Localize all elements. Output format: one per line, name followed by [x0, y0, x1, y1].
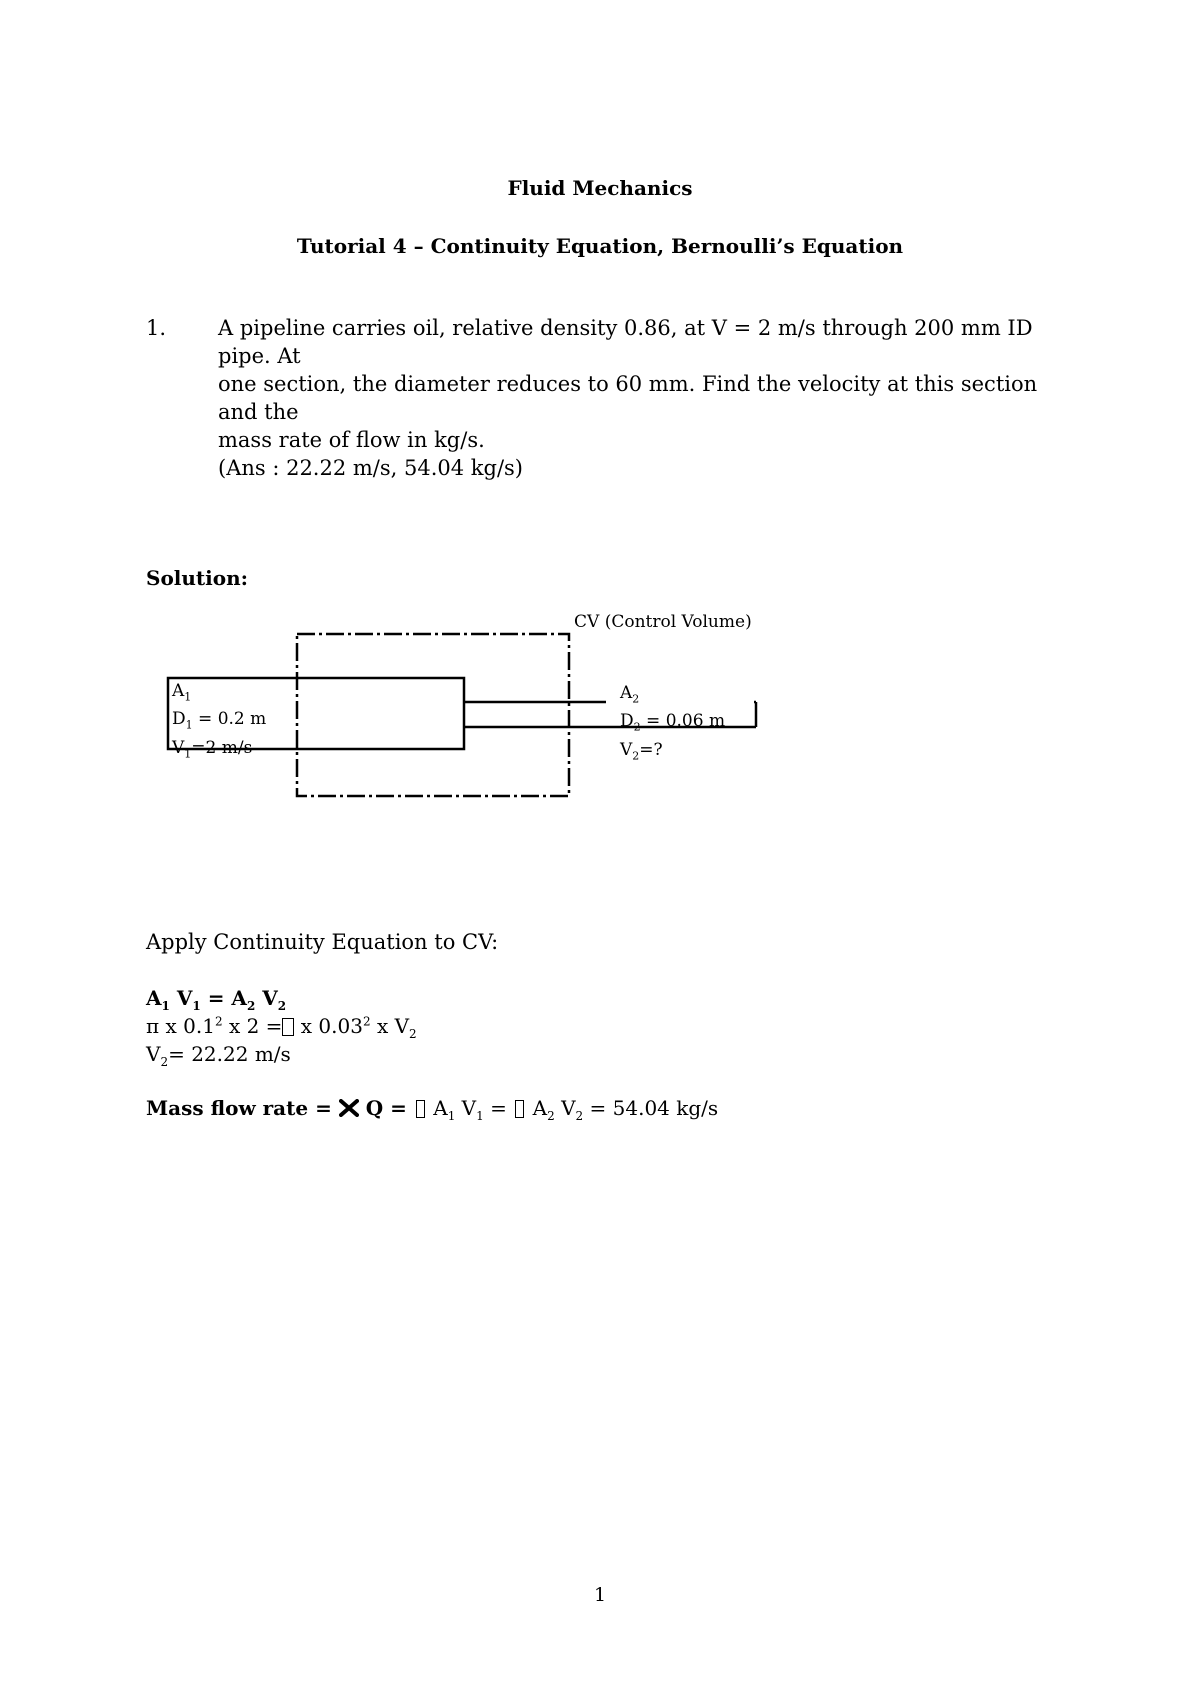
- outlet-velocity-label: $V_2=$?: [620, 739, 663, 763]
- cv-label: CV (Control Volume): [574, 612, 752, 632]
- continuity-equation: $A_1$ $V_1 = A_2$ $V_2$: [146, 986, 287, 1013]
- course-title: Fluid Mechanics: [507, 176, 693, 200]
- question-number: 1.: [146, 316, 167, 340]
- outlet-area-label: $A_2$: [620, 683, 640, 706]
- inlet-velocity-label: $V_1=2$ m/s: [172, 737, 253, 761]
- pi-placeholder-icon: [282, 1018, 294, 1036]
- question-line-2: one section, the diameter reduces to 60 mm. Find the velocity at this section and the: [218, 372, 1038, 424]
- mass-flow-equation: Mass flow rate = $Q = A_1$ $V_1 = A_2$ $V_2 = 54.04$ kg/s: [146, 1096, 719, 1123]
- inlet-labels: [172, 680, 266, 765]
- question-line-3: mass rate of flow in kg/s.: [218, 428, 485, 452]
- equation-intro: Apply Continuity Equation to CV:: [146, 930, 499, 954]
- solution-label: Solution:: [146, 566, 249, 590]
- inlet-area-label: $A_1$: [172, 681, 192, 704]
- rho-placeholder-icon: [416, 1100, 425, 1118]
- page-number: 1: [593, 1584, 607, 1606]
- rho-missing-glyph-icon: [339, 1099, 359, 1117]
- outlet-diameter-label: $D_2 = 0.06$ m: [620, 711, 726, 734]
- question-answer: (Ans : 22.22 m/s, 54.04 kg/s): [218, 456, 524, 480]
- substitution-equation: π x $0.1^2$ x 2 = x 0.03$^2$ x $V_2$: [146, 1014, 417, 1041]
- outlet-labels: [620, 682, 725, 767]
- control-volume-boundary: [297, 634, 569, 796]
- velocity-result: $V_2= 22.22$ m/s: [146, 1042, 291, 1069]
- inlet-diameter-label: $D_1 = 0.2$ m: [172, 709, 267, 732]
- tutorial-title: Tutorial 4 – Continuity Equation, Bernoulli’s Equation: [296, 234, 904, 258]
- rho-placeholder-icon: [515, 1100, 524, 1118]
- question-line-1: A pipeline carries oil, relative density 0.86, at V = 2 m/s through 200 mm ID pipe. At: [218, 316, 1033, 368]
